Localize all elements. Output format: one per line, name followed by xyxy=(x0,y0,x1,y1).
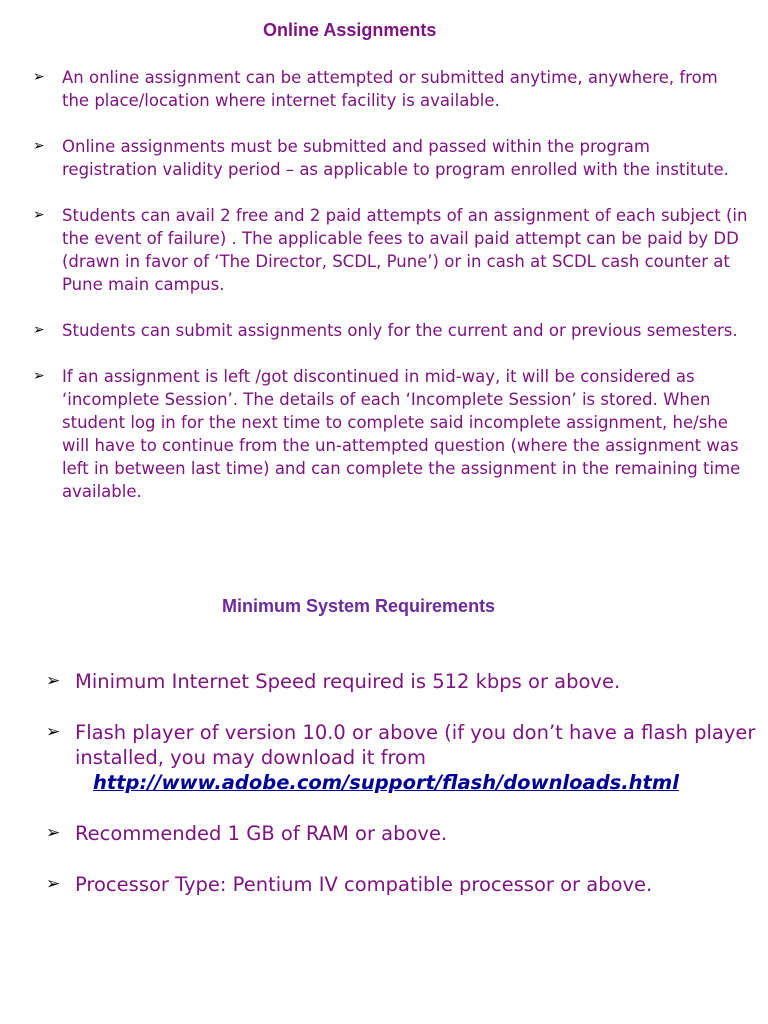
list-item xyxy=(0,365,768,503)
list-item-text: An online assignment can be attempted or submitted anytime, anywhere, from the place/location where internet facility is available. xyxy=(62,68,718,110)
list-item-text: Recommended 1 GB of RAM or above. xyxy=(75,822,448,845)
arrow-bullet-icon: ➢ xyxy=(46,823,61,843)
list-item xyxy=(0,319,768,342)
list-item-text: Students can submit assignments only for the current and or previous semesters. xyxy=(62,321,738,340)
list-item xyxy=(0,872,768,897)
arrow-bullet-icon: ➢ xyxy=(33,368,45,384)
list-item-text: Processor Type: Pentium IV compatible processor or above. xyxy=(75,873,653,896)
list-item xyxy=(0,135,768,181)
list-item xyxy=(0,66,768,112)
list-item-text: Flash player of version 10.0 or above (if you don’t have a flash player installed, you may download it from xyxy=(75,721,756,769)
list-item-text: Minimum Internet Speed required is 512 kbps or above. xyxy=(75,670,621,693)
arrow-bullet-icon: ➢ xyxy=(46,722,61,742)
arrow-bullet-icon: ➢ xyxy=(46,874,61,894)
list-item-text: If an assignment is left /got discontinued in mid-way, it will be considered as ‘incomplete Session’. The details of each ‘Incomplete Session’ is stored. When student log in for the next time to complete said incomplete assignment, he/she will have to continue from the un-attempted question (where the assignment was left in between last time) and can complete the assignment in the remaining time available. xyxy=(62,367,741,501)
online-assignments-list xyxy=(0,66,768,526)
list-item-text: Online assignments must be submitted and passed within the program registration validity period – as applicable to program enrolled with the institute. xyxy=(62,137,729,179)
page-title: Online Assignments xyxy=(263,20,437,40)
list-item xyxy=(0,204,768,296)
arrow-bullet-icon: ➢ xyxy=(33,138,45,154)
section-title: Minimum System Requirements xyxy=(222,596,496,616)
system-requirements-list xyxy=(0,669,768,923)
arrow-bullet-icon: ➢ xyxy=(33,69,45,85)
arrow-bullet-icon: ➢ xyxy=(33,207,45,223)
list-item xyxy=(0,821,768,846)
list-item xyxy=(0,720,768,795)
arrow-bullet-icon: ➢ xyxy=(46,671,61,691)
list-item xyxy=(0,669,768,694)
arrow-bullet-icon: ➢ xyxy=(33,322,45,338)
list-item-text: Students can avail 2 free and 2 paid attempts of an assignment of each subject (in the event of failure) . The applicable fees to avail paid attempt can be paid by DD (drawn in favor of ‘The Director, SCDL, Pune’) or in cash at SCDL cash counter at Pune main campus. xyxy=(62,206,748,294)
flash-download-link[interactable]: http://www.adobe.com/support/flash/downloads.html xyxy=(93,771,679,794)
